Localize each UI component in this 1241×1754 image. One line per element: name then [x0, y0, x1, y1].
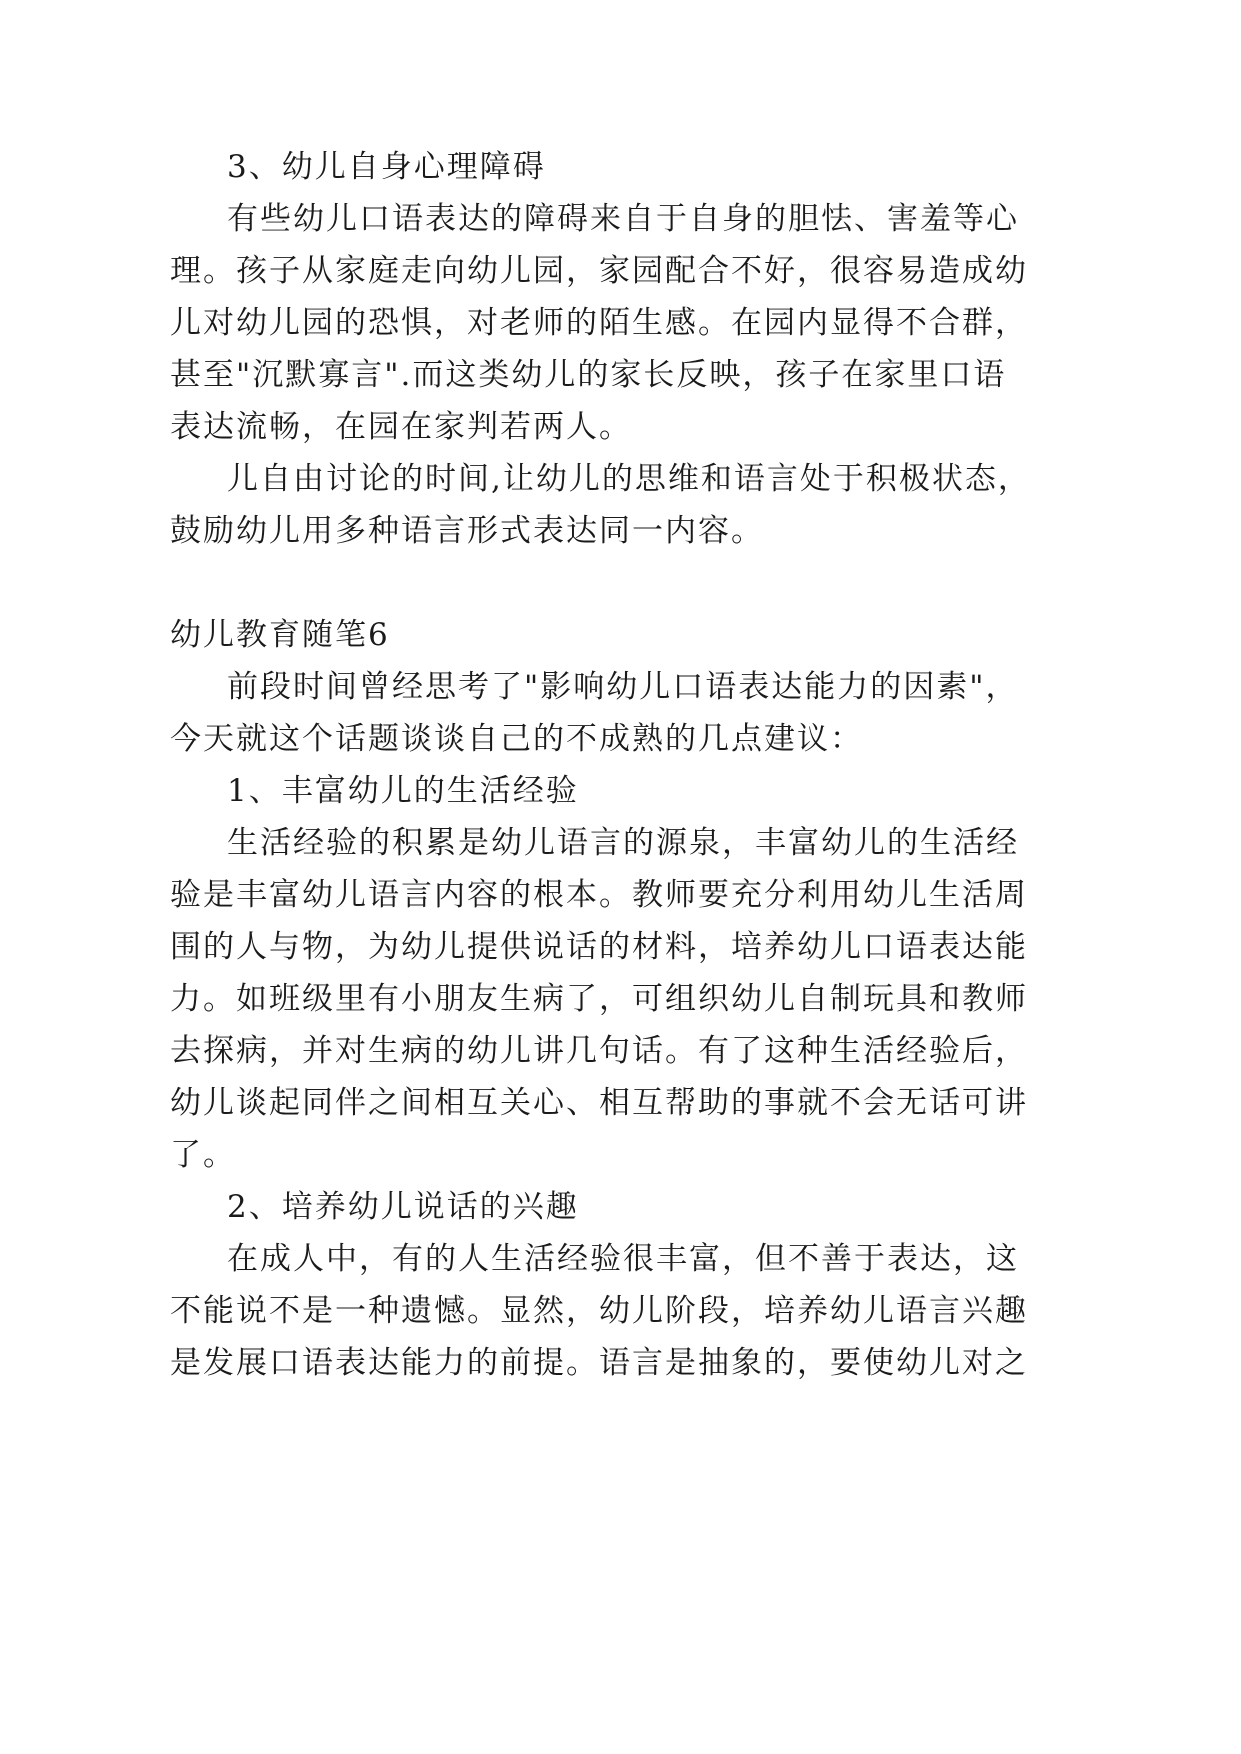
paragraph-line: 有些幼儿口语表达的障碍来自于自身的胆怯、害羞等心 [227, 201, 1019, 237]
section-heading: 2、培养幼儿说话的兴趣 [227, 1189, 579, 1225]
paragraph-line: 是发展口语表达能力的前提。语言是抽象的，要使幼儿对之 [170, 1345, 1028, 1381]
paragraph-line: 生活经验的积累是幼儿语言的源泉，丰富幼儿的生活经 [227, 825, 1019, 861]
paragraph-line: 今天就这个话题谈谈自己的不成熟的几点建议： [170, 721, 863, 757]
section-heading: 1、丰富幼儿的生活经验 [227, 773, 579, 809]
paragraph-line: 围的人与物，为幼儿提供说话的材料，培养幼儿口语表达能 [170, 929, 1028, 965]
paragraph-line: 幼儿谈起同伴之间相互关心、相互帮助的事就不会无话可讲 [170, 1085, 1028, 1121]
paragraph-line: 儿自由讨论的时间,让幼儿的思维和语言处于积极状态， [227, 461, 1031, 497]
article-title: 幼儿教育随笔6 [170, 617, 390, 653]
paragraph-line: 力。如班级里有小朋友生病了，可组织幼儿自制玩具和教师 [170, 981, 1028, 1017]
section-heading: 3、幼儿自身心理障碍 [227, 149, 546, 185]
paragraph-line: 不能说不是一种遗憾。显然，幼儿阶段，培养幼儿语言兴趣 [170, 1293, 1028, 1329]
paragraph-line: 儿对幼儿园的恐惧，对老师的陌生感。在园内显得不合群， [170, 305, 1028, 341]
paragraph-line: 鼓励幼儿用多种语言形式表达同一内容。 [170, 513, 764, 549]
paragraph-line: 验是丰富幼儿语言内容的根本。教师要充分利用幼儿生活周 [170, 877, 1028, 913]
paragraph-line: 表达流畅，在园在家判若两人。 [170, 409, 632, 445]
paragraph-line: 前段时间曾经思考了"影响幼儿口语表达能力的因素"， [227, 669, 1019, 705]
paragraph-line: 去探病，并对生病的幼儿讲几句话。有了这种生活经验后， [170, 1033, 1028, 1069]
paragraph-line: 在成人中，有的人生活经验很丰富，但不善于表达，这 [227, 1241, 1019, 1277]
paragraph-line: 了。 [170, 1137, 236, 1173]
paragraph-line: 甚至"沉默寡言".而这类幼儿的家长反映，孩子在家里口语 [170, 357, 1007, 393]
paragraph-line: 理。孩子从家庭走向幼儿园，家园配合不好，很容易造成幼 [170, 253, 1028, 289]
